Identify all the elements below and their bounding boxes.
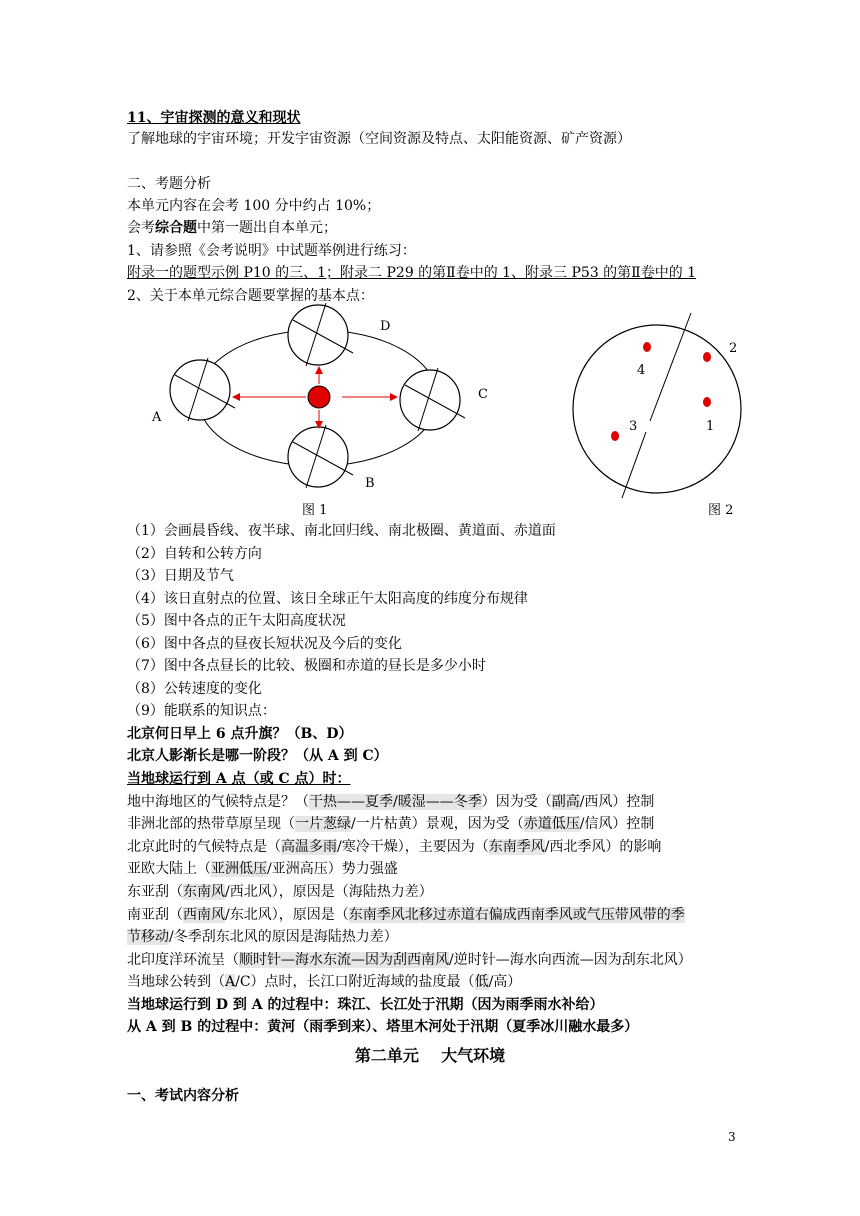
point-item: （2）自转和公转方向 [127, 546, 262, 562]
analysis-line-2 [127, 218, 337, 238]
figure-1-caption: 图 1 [302, 503, 328, 518]
point-item: （1）会画晨昏线、夜半球、南北回归线、南北极圈、黄道面、赤道面 [127, 523, 556, 539]
analysis-line-2-post: 中第一题出自本单元； [197, 220, 337, 236]
text-segment: 当地球公转到（ [127, 974, 225, 990]
highlight-segment: 节移动 [127, 929, 169, 945]
text-segment: /西风）控制 [579, 794, 655, 810]
figure-1-orbit-diagram [130, 300, 490, 522]
text-segment: /C）点时，长江口附近海域的盐度最（ [235, 974, 475, 990]
analysis-line-3: 1、请参照《会考说明》中试题举例进行练习： [127, 243, 416, 259]
analysis-line-5: 2、关于本单元综合题要掌握的基本点： [127, 288, 374, 304]
label-d: D [380, 319, 391, 334]
point-item: （3）日期及节气 [127, 568, 234, 584]
figure-2-circle [573, 325, 741, 493]
unit-2-heading: 一、考试内容分析 [127, 1088, 239, 1104]
sun [308, 386, 330, 408]
text-segment: 北京此时的气候特点是（ [127, 839, 281, 855]
question-1: 北京何日早上 6 点升旗？（B、D） [127, 726, 353, 742]
text-segment: 东亚刮（ [127, 884, 183, 900]
highlight-segment: 一片葱绿 [295, 816, 351, 832]
highlight-segment: 亚洲低压 [211, 861, 267, 877]
text-segment: 地中海地区的气候特点是？（ [127, 794, 309, 810]
point-1-dot [703, 397, 711, 407]
climate-beijing [127, 837, 661, 857]
text-segment: /高） [488, 974, 522, 990]
climate-indian-ocean [127, 950, 692, 970]
point-4-label: 4 [637, 363, 646, 378]
figure-2-caption: 图 2 [708, 503, 734, 518]
label-c: C [478, 387, 488, 402]
highlight-segment: 东南季风北移过赤道右偏成西南季风或气压带风带的季 [348, 907, 685, 923]
highlight-segment: 东南季风 [488, 839, 545, 855]
point-3-label: 3 [629, 419, 638, 434]
climate-mediterranean [127, 792, 654, 812]
label-a: A [152, 410, 162, 425]
point-item: （9）能联系的知识点： [127, 703, 276, 719]
figure-2-line-upper [650, 313, 691, 421]
highlight-segment: 顺时针—海水东流—因为刮西南风 [239, 952, 449, 968]
text-segment: 北印度洋环流呈（ [127, 952, 239, 968]
figure-2-circle-diagram [560, 305, 750, 520]
climate-south-asia-1 [127, 905, 685, 925]
highlight-segment: 高温多雨 [281, 839, 337, 855]
question-2: 北京人影渐长是哪一阶段？（从 A 到 C） [127, 748, 388, 764]
point-item: （8）公转速度的变化 [127, 681, 262, 697]
text-segment: /冬季刮东北风的原因是海陆热力差） [169, 929, 398, 945]
highlight-segment: A [225, 974, 236, 990]
point-item: （6）图中各点的昼夜长短状况及今后的变化 [127, 636, 402, 652]
point-item: （7）图中各点昼长的比较、极圈和赤道的昼长是多少小时 [127, 658, 486, 674]
highlight-segment: 东南风 [183, 884, 225, 900]
section-11-heading: 11、宇宙探测的意义和现状 [127, 110, 301, 126]
earth-b [288, 425, 353, 488]
point-item: （5）图中各点的正午太阳高度状况 [127, 613, 346, 629]
climate-salinity [127, 972, 521, 992]
text-segment: /逆时针—海水向西流—因为刮东北风） [449, 952, 692, 968]
earth-a [170, 358, 235, 421]
earth-c [400, 368, 465, 431]
highlight-segment: 干热——夏季/暖湿——冬季 [309, 794, 482, 810]
text-segment: /西北风），原因是（海陆热力差） [225, 884, 433, 900]
highlight-segment: 副高 [551, 794, 580, 810]
point-3-dot [611, 431, 619, 441]
text-segment: /东北风），原因是（ [225, 907, 349, 923]
point-4-dot [643, 342, 651, 352]
point-item: （4）该日直射点的位置、该日全球正午太阳高度的纬度分布规律 [127, 591, 528, 607]
point-2-dot [703, 352, 711, 362]
label-b: B [365, 476, 375, 491]
text-segment: 亚欧大陆上（ [127, 861, 211, 877]
highlight-segment: 西南风 [183, 907, 225, 923]
climate-east-asia [127, 882, 433, 902]
climate-eurasia [127, 859, 398, 879]
text-segment: /信风）控制 [579, 816, 655, 832]
page-number: 3 [728, 1130, 736, 1144]
analysis-line-2-pre: 会考 [127, 220, 155, 236]
text-segment: /一片枯黄）景观，因为受（ [351, 816, 524, 832]
text-segment: /寒冷干燥），主要因为（ [337, 839, 489, 855]
analysis-heading: 二、考题分析 [127, 176, 211, 192]
text-segment: ）因为受（ [481, 794, 552, 810]
text-segment: /亚洲高压）势力强盛 [267, 861, 398, 877]
highlight-segment: 低 [474, 974, 489, 990]
analysis-line-4: 附录一的题型示例 P10 的三、1；附录二 P29 的第Ⅱ卷中的 1、附录三 P53 的第Ⅱ卷中的 1 [127, 265, 697, 281]
highlight-segment: 赤道低压 [523, 816, 580, 832]
section-11-body: 了解地球的宇宙环境；开发宇宙资源（空间资源及特点、太阳能资源、矿产资源） [127, 131, 631, 147]
climate-south-asia-2 [127, 927, 398, 947]
unit-2-title: 第二单元 大气环境 [354, 1046, 506, 1065]
figure-2-line-lower [622, 432, 646, 498]
analysis-line-1: 本单元内容在会考 100 分中约占 10%； [127, 198, 381, 214]
text-segment: 非洲北部的热带草原呈现（ [127, 816, 295, 832]
point-2-label: 2 [729, 341, 738, 356]
question-3: 当地球运行到 A 点（或 C 点）时： [127, 771, 351, 787]
climate-africa [127, 814, 654, 834]
text-segment: 南亚刮（ [127, 907, 183, 923]
flood-line-1: 当地球运行到 D 到 A 的过程中：珠江、长江处于汛期（因为雨季雨水补给） [127, 997, 604, 1013]
flood-line-2: 从 A 到 B 的过程中：黄河（雨季到来）、塔里木河处于汛期（夏季冰川融水最多） [127, 1019, 639, 1035]
analysis-line-2-bold: 综合题 [155, 220, 197, 236]
point-1-label: 1 [706, 419, 715, 434]
earth-d [288, 303, 353, 366]
text-segment: /西北季风）的影响 [544, 839, 662, 855]
